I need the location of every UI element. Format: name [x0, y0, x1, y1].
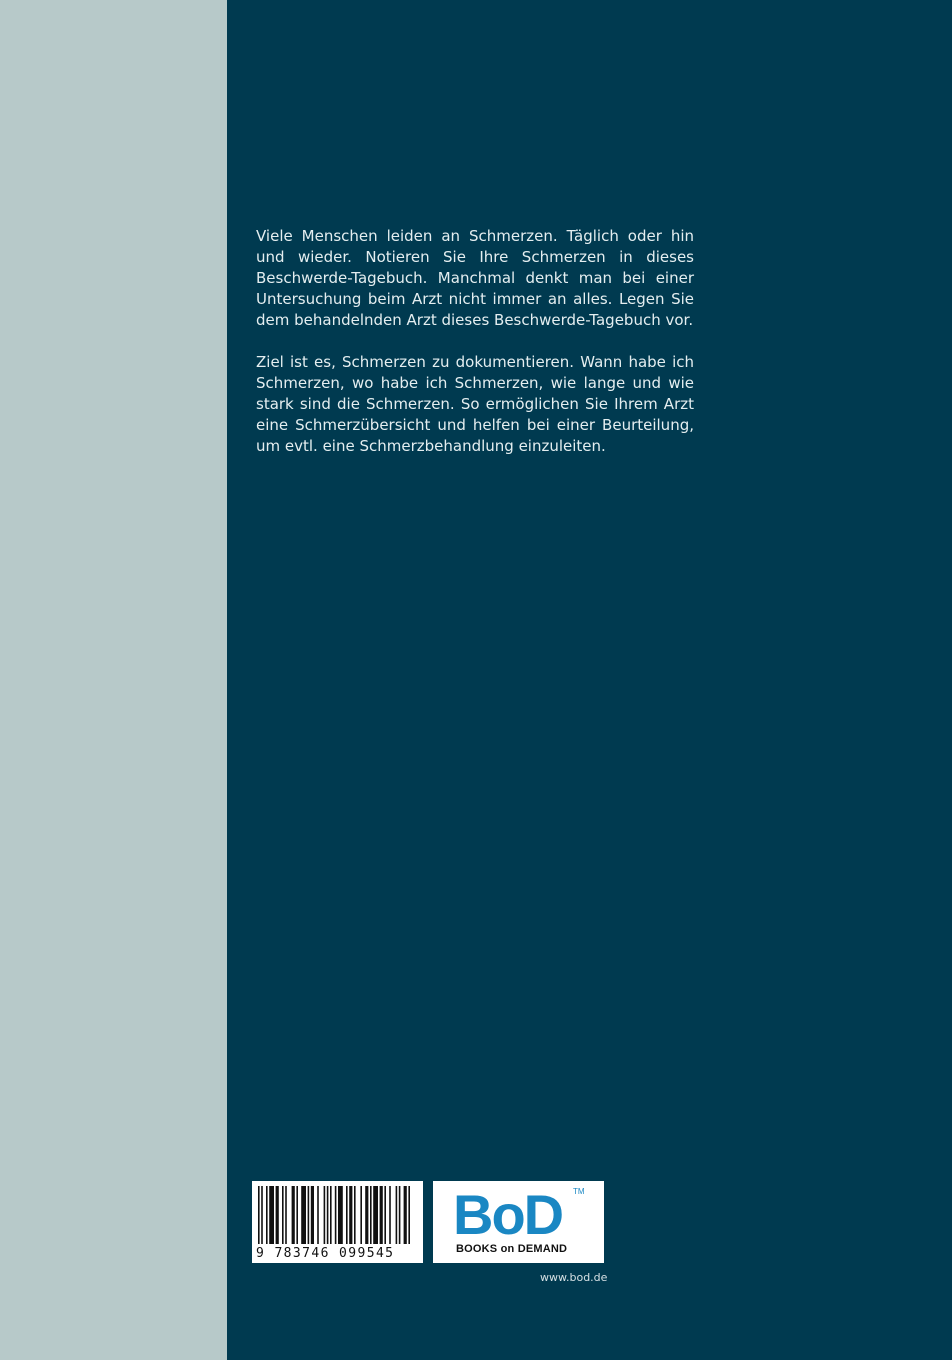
barcode-bar [327, 1186, 329, 1244]
barcode-bar [360, 1186, 362, 1244]
isbn-number: 9 783746 099545 [256, 1246, 395, 1261]
trademark-symbol: TM [573, 1187, 585, 1196]
blurb-paragraph: Viele Menschen leiden an Schmerzen. Täglich oder hin und wieder. Notieren Sie Ihre Schmerzen in dieses Beschwerde-Tagebuch. Manchmal denkt man bei einer Untersuchung beim Arzt nicht immer an alles. Legen Sie dem behandelnden Arzt dieses Beschwerde-Tagebuch vor. [256, 227, 694, 329]
barcode-bar [324, 1186, 326, 1244]
barcode-bar [389, 1186, 391, 1244]
barcode-bar [301, 1186, 306, 1244]
barcode-bar [266, 1186, 268, 1244]
barcode-bar [346, 1186, 348, 1244]
barcode-bar [317, 1186, 319, 1244]
book-spine [0, 0, 227, 1360]
barcode-bar [276, 1186, 279, 1244]
barcode-bar [258, 1186, 260, 1244]
barcode-bar [365, 1186, 368, 1244]
barcode-bar [285, 1186, 287, 1244]
barcode-bar [380, 1186, 383, 1244]
back-cover [227, 0, 952, 1360]
barcode-bar [373, 1186, 378, 1244]
barcode-bar [396, 1186, 398, 1244]
barcode-bar [311, 1186, 314, 1244]
barcode-bar [261, 1186, 263, 1244]
isbn-barcode [252, 1181, 423, 1263]
publisher-logo [433, 1181, 604, 1263]
barcode-bar [308, 1186, 310, 1244]
blurb-paragraph: Ziel ist es, Schmerzen zu dokumentieren. Wann habe ich Schmerzen, wo habe ich Schmerzen, wie lange und wie stark sind die Schmerzen. So ermöglichen Sie Ihrem Arzt eine Schmerzübersicht und helfen bei einer Beurteilung, um evtl. eine Schmerzbehandlung einzuleiten. [256, 353, 694, 455]
barcode-bar [354, 1186, 356, 1244]
barcode-bar [408, 1186, 410, 1244]
barcode-bar [370, 1186, 372, 1244]
barcode-bars [258, 1186, 416, 1244]
barcode-bar [349, 1186, 352, 1244]
barcode-bar [404, 1186, 407, 1244]
barcode-bar [384, 1186, 386, 1244]
barcode-bar [282, 1186, 284, 1244]
barcode-bar [269, 1186, 274, 1244]
barcode-bar [338, 1186, 343, 1244]
publisher-website: www.bod.de [540, 1271, 608, 1284]
barcode-bar [335, 1186, 337, 1244]
blurb-text [256, 226, 694, 478]
publisher-tagline: BOOKS on DEMAND [456, 1243, 568, 1255]
barcode-bar [399, 1186, 401, 1244]
barcode-bar [296, 1186, 298, 1244]
barcode-bar [330, 1186, 332, 1244]
bod-logo-text: BoD [453, 1183, 563, 1246]
barcode-bar [292, 1186, 295, 1244]
